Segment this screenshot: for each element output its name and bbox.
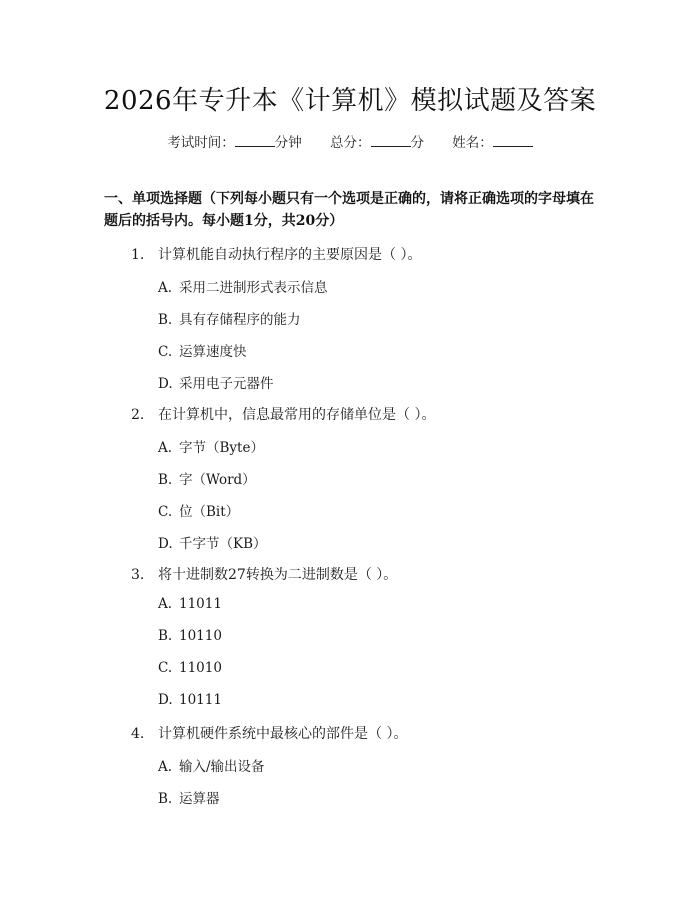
option-text: 输入/输出设备 [179, 759, 265, 775]
total-score-blank [371, 132, 411, 147]
option-text: 运算速度快 [179, 344, 247, 360]
option-letter: D. [158, 376, 173, 392]
option-item [158, 372, 274, 392]
page-title: 2026年专升本《计算机》模拟试题及答案 [103, 86, 597, 116]
exam-time-unit: 分钟 [274, 135, 302, 151]
exam-time-label: 考试时间： [167, 135, 235, 151]
name-blank [493, 132, 533, 147]
option-letter: C. [158, 344, 173, 360]
option-letter: A. [158, 759, 173, 775]
question-text: 计算机能自动执行程序的主要原因是（ ）。 [158, 247, 422, 263]
option-letter: B. [158, 791, 173, 807]
total-score-unit: 分 [410, 135, 424, 151]
option-item [158, 436, 264, 456]
option-item [158, 276, 328, 296]
option-text: 10111 [179, 692, 222, 708]
exam-info-line [0, 131, 700, 151]
option-letter: C. [158, 504, 173, 520]
option-letter: B. [158, 472, 173, 488]
option-item [158, 755, 265, 775]
option-item [158, 340, 247, 360]
option-letter: B. [158, 312, 173, 328]
option-text: 10110 [179, 628, 222, 644]
option-text: 千字节（KB） [179, 536, 267, 552]
option-letter: B. [158, 628, 173, 644]
option-letter: D. [158, 536, 173, 552]
option-letter: A. [158, 596, 173, 612]
option-text: 运算器 [179, 791, 220, 807]
option-item [158, 692, 222, 708]
question-number: 2. [131, 407, 145, 423]
question-item [131, 723, 407, 743]
question-number: 1. [131, 247, 145, 263]
question-number: 4. [131, 726, 145, 742]
option-text: 采用二进制形式表示信息 [179, 280, 328, 296]
option-text: 具有存储程序的能力 [179, 312, 301, 328]
option-item [158, 596, 222, 612]
exam-time-field [167, 131, 302, 151]
total-score-field [330, 131, 424, 151]
option-item [158, 787, 220, 807]
question-number: 3. [131, 567, 145, 583]
option-letter: A. [158, 440, 173, 456]
option-text: 位（Bit） [179, 504, 240, 520]
option-text: 字节（Byte） [179, 440, 264, 456]
name-field [452, 131, 533, 151]
option-item [158, 468, 256, 488]
option-letter: A. [158, 280, 173, 296]
question-item [131, 564, 397, 584]
section-heading: 一、单项选择题（下列每小题只有一个选项是正确的，请将正确选项的字母填在题后的括号内。每小题1分，共20分） [104, 191, 594, 229]
question-text: 将十进制数27转换为二进制数是（ ）。 [158, 567, 398, 583]
question-item [131, 404, 435, 424]
question-text: 计算机硬件系统中最核心的部件是（ ）。 [158, 726, 408, 742]
total-score-label: 总分： [330, 135, 371, 151]
option-item [158, 660, 222, 676]
question-item [131, 244, 421, 264]
option-text: 字（Word） [179, 472, 256, 488]
option-text: 11010 [179, 660, 222, 676]
option-item [158, 532, 267, 552]
name-label: 姓名： [452, 135, 493, 151]
option-text: 11011 [179, 596, 222, 612]
option-text: 采用电子元器件 [179, 376, 274, 392]
option-letter: C. [158, 660, 173, 676]
option-item [158, 628, 222, 644]
option-item [158, 500, 239, 520]
question-text: 在计算机中，信息最常用的存储单位是（ ）。 [158, 407, 436, 423]
option-item [158, 308, 301, 328]
exam-time-blank [235, 132, 275, 147]
option-letter: D. [158, 692, 173, 708]
